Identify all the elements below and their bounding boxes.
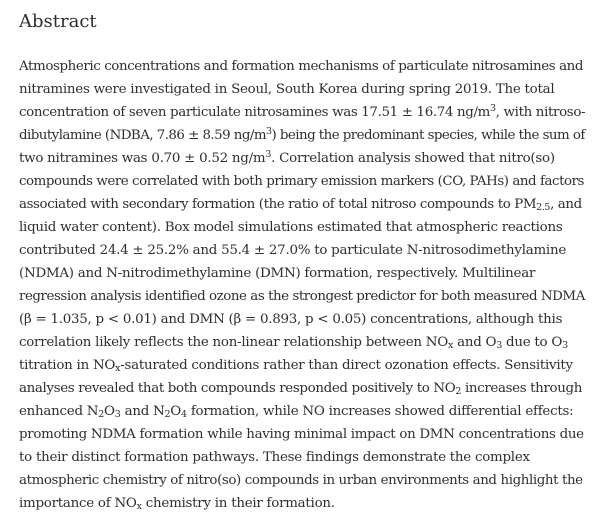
subscript-text: x <box>447 340 454 351</box>
abstract-body <box>19 55 585 515</box>
abstract-line-16 <box>19 400 585 423</box>
abstract-line-9 <box>19 239 585 262</box>
abstract-line-4 <box>19 124 585 147</box>
abstract-text-run: enhanced N <box>19 404 99 419</box>
abstract-text-run: contributed 24.4 ± 25.2% and 55.4 ± 27.0% to particulate N-nitrosodimethylamine <box>19 243 566 258</box>
abstract-text-run: O <box>170 404 182 419</box>
superscript-text: 3 <box>265 126 272 137</box>
abstract-line-19 <box>19 469 585 492</box>
abstract-line-10 <box>19 262 585 285</box>
abstract-text-run: ) being the predominant species, while the sum of <box>271 128 585 143</box>
abstract-text-run: , and <box>550 197 582 212</box>
subscript-text: 3 <box>496 340 503 351</box>
abstract-line-12 <box>19 308 585 331</box>
subscript-text: 2.5 <box>536 202 551 213</box>
subscript-text: 2 <box>98 409 105 420</box>
abstract-text-run: and O <box>453 335 497 350</box>
abstract-line-20 <box>19 492 585 515</box>
abstract-text-run: correlation likely reflects the non-linear relationship between NO <box>19 335 448 350</box>
abstract-text-run: concentration of seven particulate nitrosamines was 17.51 ± 16.74 ng/m <box>19 105 491 120</box>
abstract-text-run: increases through <box>461 381 582 396</box>
abstract-text-run: regression analysis identified ozone as the strongest predictor for both measured NDMA <box>19 289 585 304</box>
abstract-text-run: titration in NO <box>19 358 116 373</box>
superscript-text: 3 <box>490 103 496 114</box>
subscript-text: x <box>115 363 121 374</box>
abstract-text-run: nitramines were investigated in Seoul, South Korea during spring 2019. The total <box>19 82 555 97</box>
abstract-line-8 <box>19 216 585 239</box>
abstract-text-run: Atmospheric concentrations and formation mechanisms of particulate nitrosamines and <box>19 59 584 74</box>
abstract-heading: Abstract <box>19 11 97 32</box>
abstract-text-run: (β = 1.035, p < 0.01) and DMN (β = 0.893, p < 0.05) concentrations, although this <box>19 312 563 327</box>
abstract-text-run: analyses revealed that both compounds responded positively to NO <box>19 381 456 396</box>
abstract-line-6 <box>19 170 585 193</box>
abstract-text-run: associated with secondary formation (the ratio of total nitroso compounds to PM <box>19 197 537 212</box>
abstract-text-run: importance of NO <box>19 496 137 511</box>
abstract-text-run: . Correlation analysis showed that nitro(so) <box>271 151 555 166</box>
abstract-line-18 <box>19 446 585 469</box>
abstract-line-15 <box>19 377 585 400</box>
subscript-text: x <box>136 501 142 512</box>
abstract-text-run: -saturated conditions rather than direct ozonation effects. Sensitivity <box>120 358 573 373</box>
abstract-line-13 <box>19 331 585 354</box>
abstract-text-run: to their distinct formation pathways. These findings demonstrate the complex <box>19 450 530 465</box>
abstract-section <box>19 8 585 515</box>
abstract-line-1 <box>19 55 585 78</box>
abstract-text-run: , with nitroso- <box>495 105 586 120</box>
abstract-text-run: due to O <box>502 335 563 350</box>
abstract-line-3 <box>19 101 585 124</box>
abstract-text-run: and N <box>120 404 165 419</box>
abstract-line-17 <box>19 423 585 446</box>
abstract-line-5 <box>19 147 585 170</box>
subscript-text: 3 <box>562 340 568 351</box>
abstract-text-run: liquid water content). Box model simulations estimated that atmospheric reactions <box>19 220 563 235</box>
abstract-line-2 <box>19 78 585 101</box>
abstract-line-7 <box>19 193 585 216</box>
abstract-text-run: promoting NDMA formation while having minimal impact on DMN concentrations due <box>19 427 584 442</box>
subscript-text: 4 <box>181 409 187 420</box>
subscript-text: 2 <box>455 386 462 397</box>
abstract-text-run: O <box>104 404 115 419</box>
abstract-line-11 <box>19 285 585 308</box>
abstract-text-run: (NDMA) and N-nitrodimethylamine (DMN) formation, respectively. Multilinear <box>19 266 536 281</box>
abstract-text-run: formation, while NO increases showed differential effects: <box>186 404 574 419</box>
subscript-text: 2 <box>164 409 171 420</box>
abstract-text-run: atmospheric chemistry of nitro(so) compounds in urban environments and highlight the <box>19 473 583 488</box>
abstract-text-run: compounds were correlated with both primary emission markers (CO, PAHs) and factors <box>19 174 584 189</box>
abstract-text-run: dibutylamine (NDBA, 7.86 ± 8.59 ng/m <box>19 128 266 143</box>
abstract-text-run: two nitramines was 0.70 ± 0.52 ng/m <box>19 151 266 166</box>
subscript-text: 3 <box>114 409 121 420</box>
superscript-text: 3 <box>265 149 272 160</box>
abstract-text-run: chemistry in their formation. <box>141 496 335 511</box>
abstract-line-14 <box>19 354 585 377</box>
